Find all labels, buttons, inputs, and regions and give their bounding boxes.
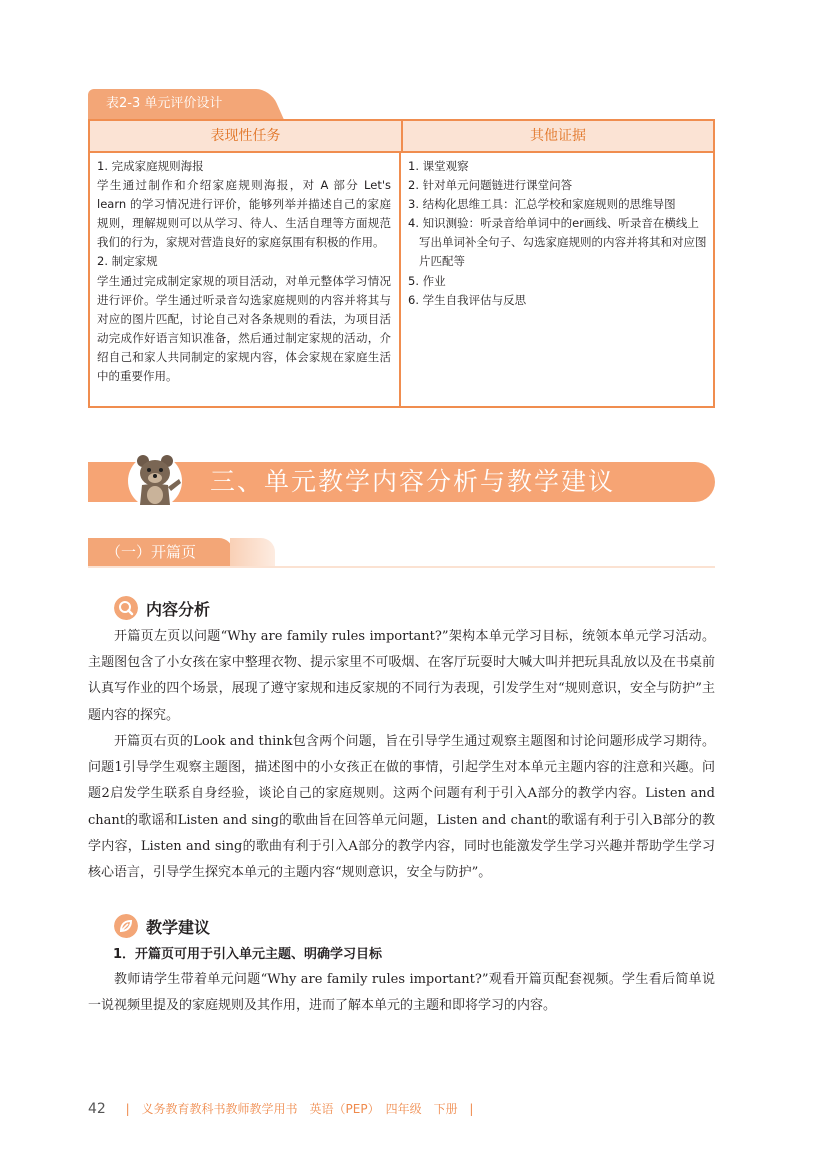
task-2-title: 2. 制定家规 <box>97 254 158 269</box>
evidence-item: 3. 结构化思维工具：汇总学校和家庭规则的思维导图 <box>408 197 676 212</box>
teaching-suggestion-heading: 教学建议 <box>146 918 211 937</box>
bear-mascot-icon <box>126 449 184 509</box>
page-footer <box>88 1100 481 1117</box>
evidence-item: 2. 针对单元问题链进行课堂问答 <box>408 178 573 193</box>
evaluation-table <box>88 119 715 408</box>
magnifier-icon <box>114 596 138 620</box>
table-header-other-evidence: 其他证据 <box>530 128 586 144</box>
page-number: 42 <box>88 1101 106 1117</box>
suggestion-item-title: 1．开篇页可用于引入单元主题、明确学习目标 <box>113 947 383 962</box>
teaching-suggestion-paragraph: 教师请学生带着单元问题“Why are family rules important?”观看开篇页配套视频。学生看后简单说一说视频里提及的家庭规则及其作用，进而了解本单元的主题和即将学习的内容。 <box>88 972 715 1014</box>
footer-book-title: 义务教育教科书教师教学用书 英语（PEP） 四年级 下册 <box>141 1102 458 1116</box>
evidence-item: 4. 知识测验：听录音给单词中的er画线、听录音在横线上写出单词补全句子、勾选家庭规则的内容并将其和对应图片匹配等 <box>408 216 707 269</box>
table-header-row <box>90 121 713 153</box>
task-1-description: 学生通过制作和介绍家庭规则海报，对 A 部分 Let's learn 的学习情况进行评价，能够列举并描述自己的家庭规则，理解规则可以从学习、待人、生活自理等方面规范我们的行为，家规对营造良好的家庭氛围有积极的作用。 <box>97 178 391 250</box>
content-analysis-paragraph-2: 开篇页右页的Look and think包含两个问题，旨在引导学生通过观察主题图和讨论问题形成学习期待。问题1引导学生观察主题图，描述图中的小女孩正在做的事情，引起学生对本单元主题内容的注意和兴趣。问题2启发学生联系自身经验，谈论自己的家庭规则。这两个问题有利于引入A部分的教学内容。Listen and chant的歌谣和Listen and sing的歌曲旨在回答单元问题，Listen and chant的歌谣有利于引入B部分的教学内容，Listen and sing的歌曲有利于引入A部分的教学内容，同时也能激发学生学习兴趣并帮助学生学习核心语言，引导学生探究本单元的主题内容“规则意识，安全与防护”。 <box>88 734 715 881</box>
evidence-item: 6. 学生自我评估与反思 <box>408 292 527 307</box>
footer-separator: | <box>469 1102 474 1116</box>
section-title: 三、单元教学内容分析与教学建议 <box>210 467 616 496</box>
task-1-title: 1. 完成家庭规则海报 <box>97 159 204 173</box>
evidence-item: 5. 作业 <box>408 273 446 288</box>
footer-separator: | <box>125 1102 130 1116</box>
table-header-performance-task: 表现性任务 <box>90 121 403 151</box>
subsection-tab-decoration <box>230 538 275 566</box>
task-2-description: 学生通过完成制定家规的项目活动，对单元整体学习情况进行评价。学生通过听录音勾选家庭规则的内容并将其与对应的图片匹配，讨论自己对各条规则的看法，为项目活动完成作好语言知识准备，然后通过制定家规的活动，介绍自己和家人共同制定的家规内容，体会家规在家庭生活中的重要作用。 <box>97 273 391 384</box>
table-body-row <box>90 153 713 406</box>
content-analysis-heading: 内容分析 <box>146 600 211 619</box>
subsection-title: （一）开篇页 <box>88 538 233 566</box>
leaf-icon <box>114 914 138 938</box>
content-analysis-paragraph-1: 开篇页左页以问题“Why are family rules important?”架构本单元学习目标，统领本单元学习活动。主题图包含了小女孩在家中整理衣物、提示家里不可吸烟、在客厅玩耍时大喊大叫并把玩具乱放以及在书桌前认真写作业的四个场景，展现了遵守家规和违反家规的不同行为表现，引发学生对“规则意识，安全与防护”主题内容的探究。 <box>88 629 715 723</box>
other-evidence-cell <box>401 153 713 406</box>
table-caption <box>88 89 263 119</box>
table-caption-text: 表2-3 单元评价设计 <box>106 96 223 111</box>
evidence-item: 1. 课堂观察 <box>408 159 469 173</box>
performance-task-cell <box>90 153 401 406</box>
subsection-divider <box>88 566 715 568</box>
